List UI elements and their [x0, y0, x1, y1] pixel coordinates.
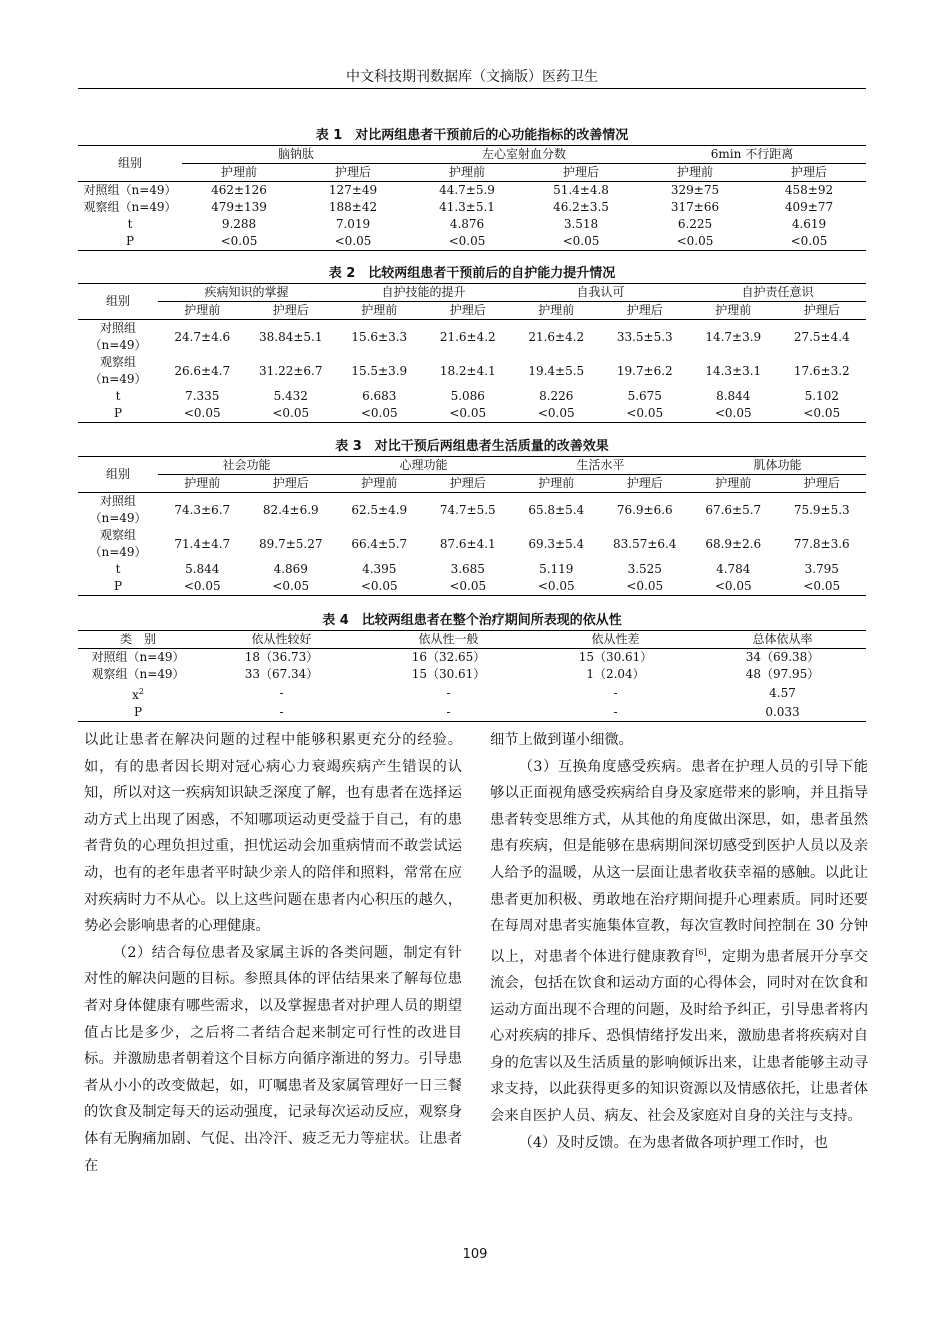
table1: [78, 145, 866, 251]
cell: 48（97.95）: [745, 667, 820, 681]
row-label-line: 观察组: [99, 528, 136, 542]
cell: 3.525: [627, 562, 662, 576]
paragraph-text: （3）互换角度感受疾病。患者在护理人员的引导下能够以正面视角感受疾病给自身及家庭带来的影响，并且指导患者转变思维方式，从其他的角度做出深思，如，患者虽然患有疾病，但是能够在患病期间深切感受到医护人员以及亲人给予的温暖，从这一层面让患者收获幸福的感触。以此让患者更加积极、勇敢地在治疗期间提升心理素质。同时还要在每周对患者实施集体宣教，每次宣教时间控制在 30 分钟以上，对患者个体进行健康教育: [490, 758, 868, 965]
cell: 16（32.65）: [411, 650, 486, 664]
cell: 46.2±3.5: [553, 200, 609, 214]
cell: 83.57±6.4: [613, 536, 677, 551]
table-row: [78, 683, 866, 704]
cell: <0.05: [247, 405, 336, 423]
cell: -: [532, 704, 699, 722]
cell: 1（2.04）: [586, 667, 645, 681]
table2-subheader: 护理后: [601, 302, 690, 320]
right-column: [490, 727, 868, 1156]
cell: -: [198, 704, 365, 722]
table3-caption: 表 3 对比干预后两组患者生活质量的改善效果: [335, 439, 609, 454]
cell: <0.05: [689, 405, 778, 423]
cell: 44.7±5.9: [439, 183, 495, 197]
cell: 4.57: [769, 686, 796, 700]
table1-group: 6min 不行距离: [638, 146, 866, 164]
cell: 6.225: [677, 217, 713, 231]
table-row: [78, 233, 866, 251]
cell: 3.518: [563, 217, 599, 231]
cell: 68.9±2.6: [705, 536, 762, 551]
row-label-line: （n=49）: [89, 372, 147, 386]
row-label: t: [115, 562, 121, 576]
cell: 21.6±4.2: [439, 329, 496, 344]
row-label-line: 观察组: [99, 355, 136, 369]
cell: 21.6±4.2: [528, 329, 585, 344]
table3-subheader: 护理后: [778, 475, 867, 493]
cell: 74.7±5.5: [439, 502, 496, 517]
cell: 4.784: [716, 562, 751, 576]
row-label: P: [78, 578, 158, 596]
table2-group: 自我认可: [512, 284, 689, 302]
left-column: [84, 727, 462, 1179]
cell: <0.05: [410, 233, 524, 251]
cell: 18（36.73）: [244, 650, 319, 664]
row-label: [78, 354, 158, 388]
cell: 27.5±4.4: [793, 329, 850, 344]
cell: 127±49: [328, 183, 378, 197]
cell: 31.22±6.7: [259, 363, 323, 378]
table2-caption: 表 2 比较两组患者干预前后的自护能力提升情况: [328, 266, 616, 281]
cell: 188±42: [328, 200, 378, 214]
table-row: [78, 405, 866, 423]
cell: 8.226: [539, 389, 574, 403]
cell: 317±66: [670, 200, 720, 214]
table2-subheader: 护理后: [424, 302, 513, 320]
table3-group: 心理功能: [335, 457, 512, 475]
table-row: [78, 578, 866, 596]
cell: <0.05: [158, 405, 247, 423]
table3-subheader: 护理前: [689, 475, 778, 493]
cell: <0.05: [335, 578, 424, 596]
cell: <0.05: [335, 405, 424, 423]
row-label: P: [78, 704, 198, 722]
cell: <0.05: [182, 233, 296, 251]
cell: 458±92: [784, 183, 834, 197]
cell: 76.9±6.6: [616, 502, 673, 517]
cell: <0.05: [424, 405, 513, 423]
cell: 15（30.61）: [411, 667, 486, 681]
table-row: [78, 666, 866, 683]
table2-group: 自护责任意识: [689, 284, 866, 302]
table4-header: 总体依从率: [699, 631, 866, 649]
cell: 5.102: [804, 389, 839, 403]
cell: 15.5±3.9: [351, 363, 408, 378]
citation-ref[interactable]: [6]: [695, 947, 707, 957]
row-label: 对照组（n=49）: [83, 183, 177, 197]
cell: 6.683: [362, 389, 397, 403]
table3-subheader: 护理后: [247, 475, 336, 493]
table2-subheader: 护理前: [512, 302, 601, 320]
table4-header: 依从性一般: [365, 631, 532, 649]
cell: <0.05: [424, 578, 513, 596]
table2-subheader: 护理前: [689, 302, 778, 320]
header-rule: [78, 88, 866, 89]
table4-header: 类 别: [78, 631, 198, 649]
table3-group: 肌体功能: [689, 457, 866, 475]
cell: <0.05: [638, 233, 752, 251]
table3-group: 生活水平: [512, 457, 689, 475]
cell: 3.685: [450, 562, 485, 576]
row-label: t: [127, 217, 133, 231]
cell: 5.675: [627, 389, 662, 403]
table3-subheader: 护理前: [158, 475, 247, 493]
table1-subheader: 护理前: [638, 164, 752, 182]
cell: 51.4±4.8: [553, 183, 609, 197]
table-row: [78, 199, 866, 216]
cell: 69.3±5.4: [528, 536, 585, 551]
row-label-line: （n=49）: [89, 545, 147, 559]
row-label: 观察组（n=49）: [83, 200, 177, 214]
table4-header: 依从性较好: [198, 631, 365, 649]
table2-group: 疾病知识的掌握: [158, 284, 335, 302]
cell: <0.05: [512, 405, 601, 423]
cell: 17.6±3.2: [793, 363, 850, 378]
row-label-line: （n=49）: [89, 511, 147, 525]
cell: 19.4±5.5: [528, 363, 585, 378]
cell: 33（67.34）: [244, 667, 319, 681]
table2-subheader: 护理前: [335, 302, 424, 320]
cell: 67.6±5.7: [705, 502, 762, 517]
table2-group: 自护技能的提升: [335, 284, 512, 302]
cell: -: [446, 686, 451, 700]
cell: 5.086: [450, 389, 485, 403]
chi-square-symbol: x: [132, 688, 139, 702]
table1-subheader: 护理后: [296, 164, 410, 182]
page-number: 109: [462, 1247, 488, 1262]
cell: 65.8±5.4: [528, 502, 585, 517]
cell: 5.119: [539, 562, 574, 576]
paragraph-text: ，定期为患者展开分享交流会，包括在饮食和运动方面的心得体会，同时对在饮食和运动方面出现不合理的问题，及时给予纠正，引导患者将内心对疾病的排斥、恐惧情绪抒发出来，激励患者将疾病对自身的危害以及生活质量的影响倾诉出来，让患者能够主动寻求支持，以此获得更多的知识资源以及情感依托，让患者体会来自医护人员、病友、社会及家庭对自身的关注与支持。: [490, 948, 868, 1125]
paragraph: （4）及时反馈。在为患者做各项护理工作时，也: [518, 1134, 828, 1151]
cell: 0.033: [699, 704, 866, 722]
table2-group-label: 组别: [78, 284, 158, 320]
row-label: [78, 527, 158, 561]
row-label-line: 对照组: [99, 494, 136, 508]
cell: 89.7±5.27: [259, 536, 323, 551]
row-label: t: [115, 389, 121, 403]
row-label: P: [78, 233, 182, 251]
table3-group-label: 组别: [78, 457, 158, 493]
cell: 7.019: [335, 217, 371, 231]
table3: [78, 456, 866, 596]
table1-caption: 表 1 对比两组患者干预前后的心功能指标的改善情况: [315, 128, 629, 143]
row-label: [78, 320, 158, 355]
paragraph: 细节上做到谨小细微。: [490, 732, 633, 748]
table3-subheader: 护理前: [335, 475, 424, 493]
cell: 71.4±4.7: [174, 536, 231, 551]
cell: 14.7±3.9: [705, 329, 762, 344]
cell: 7.335: [185, 389, 220, 403]
table4: [78, 630, 866, 722]
cell: 24.7±4.6: [174, 329, 231, 344]
cell: <0.05: [247, 578, 336, 596]
cell: 4.619: [791, 217, 827, 231]
cell: 41.3±5.1: [439, 200, 495, 214]
cell: <0.05: [778, 578, 867, 596]
row-label: 观察组（n=49）: [91, 667, 185, 681]
cell: 75.9±5.3: [793, 502, 850, 517]
cell: -: [365, 704, 532, 722]
cell: -: [279, 686, 284, 700]
table-row: [78, 561, 866, 578]
cell: 3.795: [804, 562, 839, 576]
cell: 38.84±5.1: [259, 329, 323, 344]
table3-subheader: 护理后: [601, 475, 690, 493]
table2-subheader: 护理前: [158, 302, 247, 320]
table1-subheader: 护理后: [752, 164, 866, 182]
table-row: [78, 527, 866, 561]
table-row: [78, 354, 866, 388]
journal-header: 中文科技期刊数据库（文摘版）医药卫生: [346, 69, 598, 85]
table-row: [78, 216, 866, 233]
table2-subheader: 护理后: [247, 302, 336, 320]
cell: 82.4±6.9: [262, 502, 319, 517]
paragraph: （2）结合每位患者及家属主诉的各类问题，制定有针对性的解决问题的目标。参照具体的评估结果来了解每位患者对身体健康有哪些需求，以及掌握患者对护理人员的期望值占比是多少，之后将二者结合起来制定可行性的改进目标。并激励患者朝着这个目标方向循序渐进的努力。引导患者从小小的改变做起，如，叮嘱患者及家属管理好一日三餐的饮食及制定每天的运动强度，记录每次运动反应，观察身体有无胸痛加剧、气促、出冷汗、疲乏无力等症状。让患者在: [84, 944, 462, 1174]
row-label-line: 对照组: [99, 321, 136, 335]
table-row: [78, 649, 866, 667]
cell: 4.869: [273, 562, 308, 576]
cell: <0.05: [512, 578, 601, 596]
cell: 9.288: [221, 217, 257, 231]
cell: <0.05: [296, 233, 410, 251]
cell: 462±126: [211, 183, 267, 197]
cell: 5.432: [273, 389, 308, 403]
cell: 15（30.61）: [578, 650, 653, 664]
table2-subheader: 护理后: [778, 302, 867, 320]
row-label: P: [78, 405, 158, 423]
cell: 4.876: [449, 217, 485, 231]
cell: -: [613, 686, 618, 700]
cell: 34（69.38）: [745, 650, 820, 664]
cell: 33.5±5.3: [616, 329, 673, 344]
cell: 19.7±6.2: [616, 363, 673, 378]
row-label: [78, 493, 158, 528]
table-row: [78, 182, 866, 200]
table4-caption: 表 4 比较两组患者在整个治疗期间所表现的依从性: [322, 613, 622, 628]
row-label: [78, 683, 198, 704]
table1-subheader: 护理前: [410, 164, 524, 182]
cell: <0.05: [689, 578, 778, 596]
table4-header: 依从性差: [532, 631, 699, 649]
cell: 87.6±4.1: [439, 536, 496, 551]
cell: 26.6±4.7: [174, 363, 231, 378]
cell: 4.395: [362, 562, 397, 576]
cell: 66.4±5.7: [351, 536, 408, 551]
superscript: 2: [138, 687, 144, 696]
cell: <0.05: [524, 233, 638, 251]
table-row: [78, 388, 866, 405]
row-label-line: （n=49）: [89, 338, 147, 352]
cell: 18.2±4.1: [439, 363, 496, 378]
row-label: 对照组（n=49）: [91, 650, 185, 664]
table-row: [78, 320, 866, 355]
table-row: [78, 493, 866, 528]
cell: 479±139: [211, 200, 267, 214]
table3-subheader: 护理后: [424, 475, 513, 493]
cell: 74.3±6.7: [174, 502, 231, 517]
paragraph: [490, 754, 868, 1130]
cell: 409±77: [784, 200, 834, 214]
table1-subheader: 护理后: [524, 164, 638, 182]
cell: <0.05: [778, 405, 867, 423]
table1-group: 脑钠肽: [182, 146, 410, 164]
cell: <0.05: [752, 233, 866, 251]
cell: 14.3±3.1: [705, 363, 762, 378]
table1-group: 左心室射血分数: [410, 146, 638, 164]
table1-group-label: 组别: [78, 146, 182, 182]
cell: 8.844: [716, 389, 751, 403]
table-row: [78, 704, 866, 722]
cell: 5.844: [185, 562, 220, 576]
cell: <0.05: [158, 578, 247, 596]
paragraph: 以此让患者在解决问题的过程中能够积累更充分的经验。如，有的患者因长期对冠心病心力衰竭疾病产生错误的认知，所以对这一疾病知识缺乏深度了解，也有患者在选择运动方式上出现了困惑，不知哪项运动更受益于自己，有的患者背负的心理负担过重，担忧运动会加重病情而不敢尝试运动，也有的老年患者平时缺少亲人的陪伴和照料，常常在应对疾病时力不从心。以上这些问题在患者内心积压的越久，势必会影响患者的心理健康。: [84, 732, 462, 935]
table2: [78, 283, 866, 423]
table3-subheader: 护理前: [512, 475, 601, 493]
cell: 15.6±3.3: [351, 329, 408, 344]
cell: <0.05: [601, 578, 690, 596]
cell: <0.05: [601, 405, 690, 423]
cell: 62.5±4.9: [351, 502, 408, 517]
cell: 77.8±3.6: [793, 536, 850, 551]
table1-subheader: 护理前: [182, 164, 296, 182]
table3-group: 社会功能: [158, 457, 335, 475]
cell: 329±75: [670, 183, 720, 197]
